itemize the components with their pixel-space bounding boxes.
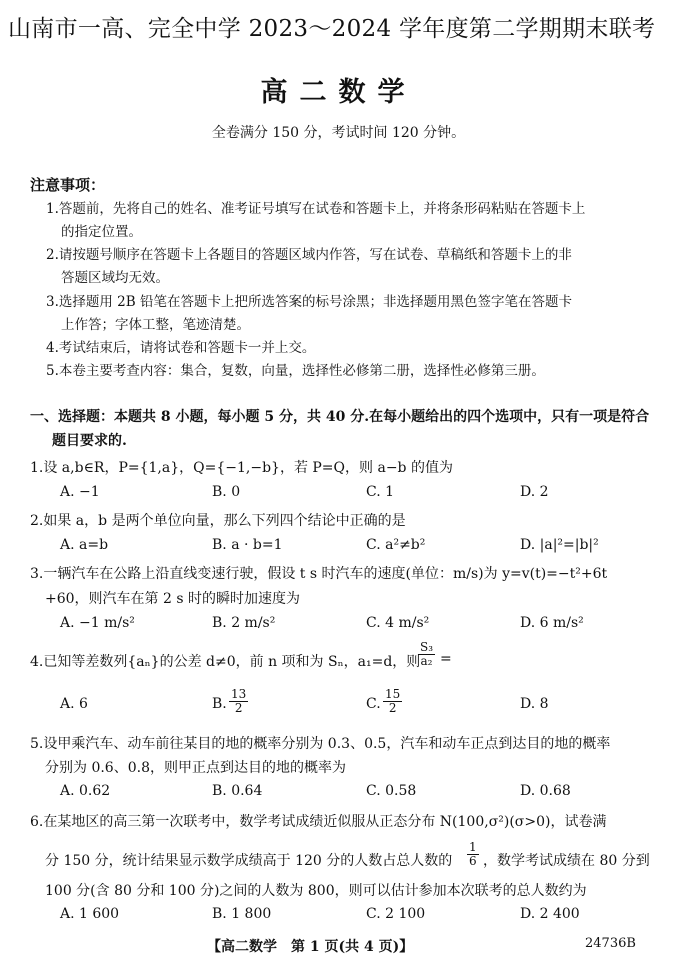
subject-title: 高二数学	[260, 77, 417, 108]
q4-fraction: $\frac{\text{S₃}}{\text{a₂}}$	[420, 640, 434, 668]
question-6-cont: 分 150 分，统计结果显示数学成绩高于 120 分的人数占总人数的	[45, 853, 453, 869]
q4-option-c-fraction: $\frac{15}{2}$	[385, 687, 401, 715]
q4-option-c: C.	[366, 696, 381, 712]
note-line: 1.答题前，先将自己的姓名、准考证号填写在试卷和答题卡上，并将条形码粘贴在答题卡上	[46, 201, 586, 217]
q4-option-b: B.	[212, 696, 227, 712]
question-3: 3.一辆汽车在公路上沿直线变速行驶，假设 t s 时汽车的速度(单位：m/s)为 y=v(t)=−t²+6t	[30, 566, 608, 582]
q3-option-a: A. −1 m/s²	[60, 615, 135, 631]
q2-option-b: B. a · b=1	[212, 537, 283, 553]
notes-heading: 注意事项：	[30, 176, 106, 194]
q3-option-d: D. 6 m/s²	[520, 615, 584, 631]
q1-option-c: C. 1	[366, 484, 395, 500]
question-1: 1.设 a,b∈R，P={1,a}，Q={−1,−b}，若 P=Q，则 a−b 的值为	[30, 460, 453, 476]
question-2: 2.如果 a，b 是两个单位向量，那么下列四个结论中正确的是	[30, 513, 406, 529]
q1-option-d: D. 2	[520, 484, 549, 500]
note-line: 答题区域均无效。	[61, 270, 169, 286]
note-line: 2.请按题号顺序在答题卡上各题目的答题区域内作答，写在试卷、草稿纸和答题卡上的非	[46, 247, 572, 263]
section-heading-cont: 题目要求的.	[52, 433, 127, 449]
q6-option-d: D. 2 400	[520, 906, 580, 922]
q6-option-b: B. 1 800	[212, 906, 272, 922]
q4-option-d: D. 8	[520, 696, 549, 712]
question-6: 6.在某地区的高三第一次联考中，数学考试成绩近似服从正态分布 N(100,σ²)(σ>0)，试卷满	[30, 814, 607, 830]
q3-option-c: C. 4 m/s²	[366, 615, 430, 631]
school-exam-title: 山南市一高、完全中学 2023～2024 学年度第二学期期末联考	[8, 16, 656, 42]
question-5: 5.设甲乘汽车、动车前往某目的地的概率分别为 0.3、0.5，汽车和动车正点到达目的地的概率	[30, 736, 611, 752]
note-line: 的指定位置。	[61, 224, 142, 240]
q6-option-a: A. 1 600	[60, 906, 120, 922]
q5-option-d: D. 0.68	[520, 783, 571, 799]
question-4: 4.已知等差数列{aₙ}的公差 d≠0，前 n 项和为 Sₙ，a₁=d，则	[30, 654, 421, 670]
q5-option-c: C. 0.58	[366, 783, 417, 799]
q6-option-c: C. 2 100	[366, 906, 426, 922]
q2-option-c: C. a²≠b²	[366, 537, 426, 553]
q5-option-b: B. 0.64	[212, 783, 263, 799]
q4-option-a: A. 6	[60, 696, 88, 712]
exam-code: 24736B	[585, 936, 636, 951]
q4-fraction-tail: =	[440, 651, 452, 667]
q2-option-d: D. |a|²=|b|²	[520, 537, 599, 553]
q4-option-b-fraction: $\frac{13}{2}$	[231, 687, 247, 715]
q2-option-a: A. a=b	[60, 537, 109, 553]
q6-fraction-tail: ，数学考试成绩在 80 分到	[483, 853, 650, 869]
q1-option-a: A. −1	[60, 484, 100, 500]
question-3-cont: +60，则汽车在第 2 s 时的瞬时加速度为	[45, 591, 300, 607]
question-5-cont: 分别为 0.6、0.8，则甲正点到达目的地的概率为	[45, 760, 346, 776]
page-footer: 【高二数学 第 1 页(共 4 页)】	[207, 939, 414, 955]
note-line: 4.考试结束后，请将试卷和答题卡一并上交。	[46, 340, 316, 356]
q5-option-a: A. 0.62	[60, 783, 111, 799]
note-line: 5.本卷主要考查内容：集合，复数，向量，选择性必修第二册，选择性必修第三册。	[46, 363, 545, 379]
question-6-cont2: 100 分(含 80 分和 100 分)之间的人数为 800，则可以估计参加本次联考的总人数约为	[45, 883, 587, 899]
q6-fraction: $\frac{1}{6}$	[469, 840, 477, 868]
q3-option-b: B. 2 m/s²	[212, 615, 276, 631]
q1-option-b: B. 0	[212, 484, 241, 500]
note-line: 3.选择题用 2B 铅笔在答题卡上把所选答案的标号涂黑；非选择题用黑色签字笔在答题卡	[46, 294, 572, 310]
exam-info: 全卷满分 150 分，考试时间 120 分钟。	[211, 125, 466, 141]
note-line: 上作答；字体工整，笔迹清楚。	[61, 317, 250, 333]
section-heading: 一、选择题：本题共 8 小题，每小题 5 分，共 40 分.在每小题给出的四个选项中，只有一项是符合	[30, 409, 650, 425]
